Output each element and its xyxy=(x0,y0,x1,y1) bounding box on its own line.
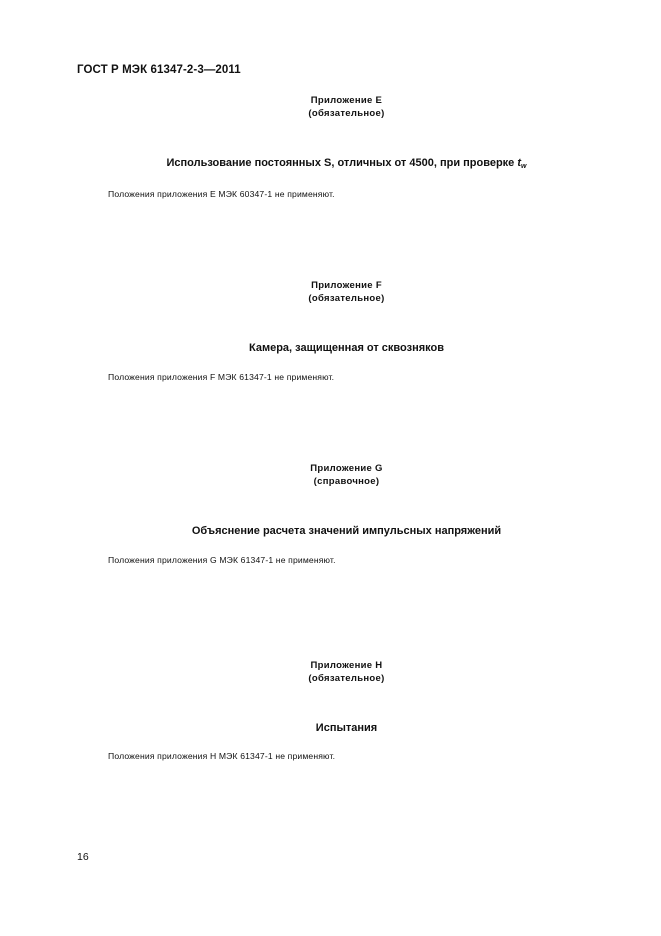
annex-e-paragraph: Положения приложения E МЭК 60347-1 не применяют. xyxy=(108,189,335,199)
annex-h-title: Испытания xyxy=(315,722,378,734)
annex-e-heading: Приложение E xyxy=(310,95,383,106)
annex-g-status: (справочное) xyxy=(313,476,380,487)
annex-e-label xyxy=(0,94,661,120)
annex-g-title: Объяснение расчета значений импульсных напряжений xyxy=(191,525,502,537)
annex-f-label xyxy=(0,279,661,305)
annex-g-paragraph: Положения приложения G МЭК 61347-1 не применяют. xyxy=(108,555,336,565)
annex-f-title: Камера, защищенная от сквозняков xyxy=(248,342,444,354)
annex-g-heading: Приложение G xyxy=(310,463,383,474)
annex-e-title-var: t xyxy=(517,157,522,169)
annex-e-title-var-subscript: w xyxy=(521,163,527,170)
page-number: 16 xyxy=(77,851,89,863)
annex-e-title-text: Использование постоянных S, отличных от 4500, при проверке xyxy=(166,157,515,169)
annex-h-paragraph: Положения приложения H МЭК 61347-1 не применяют. xyxy=(108,751,336,761)
document-code-header: ГОСТ Р МЭК 61347-2-3—2011 xyxy=(77,64,241,76)
annex-e-title xyxy=(0,157,661,170)
annex-f-paragraph: Положения приложения F МЭК 61347-1 не применяют. xyxy=(108,372,335,382)
annex-h-heading: Приложение H xyxy=(310,660,383,671)
annex-h-status: (обязательное) xyxy=(308,673,385,684)
annex-f-heading: Приложение F xyxy=(311,280,382,291)
annex-e-status: (обязательное) xyxy=(308,108,385,119)
annex-f-status: (обязательное) xyxy=(308,293,385,304)
annex-g-label xyxy=(0,462,661,488)
annex-e-title-variable xyxy=(517,157,526,169)
annex-h-label xyxy=(0,659,661,685)
